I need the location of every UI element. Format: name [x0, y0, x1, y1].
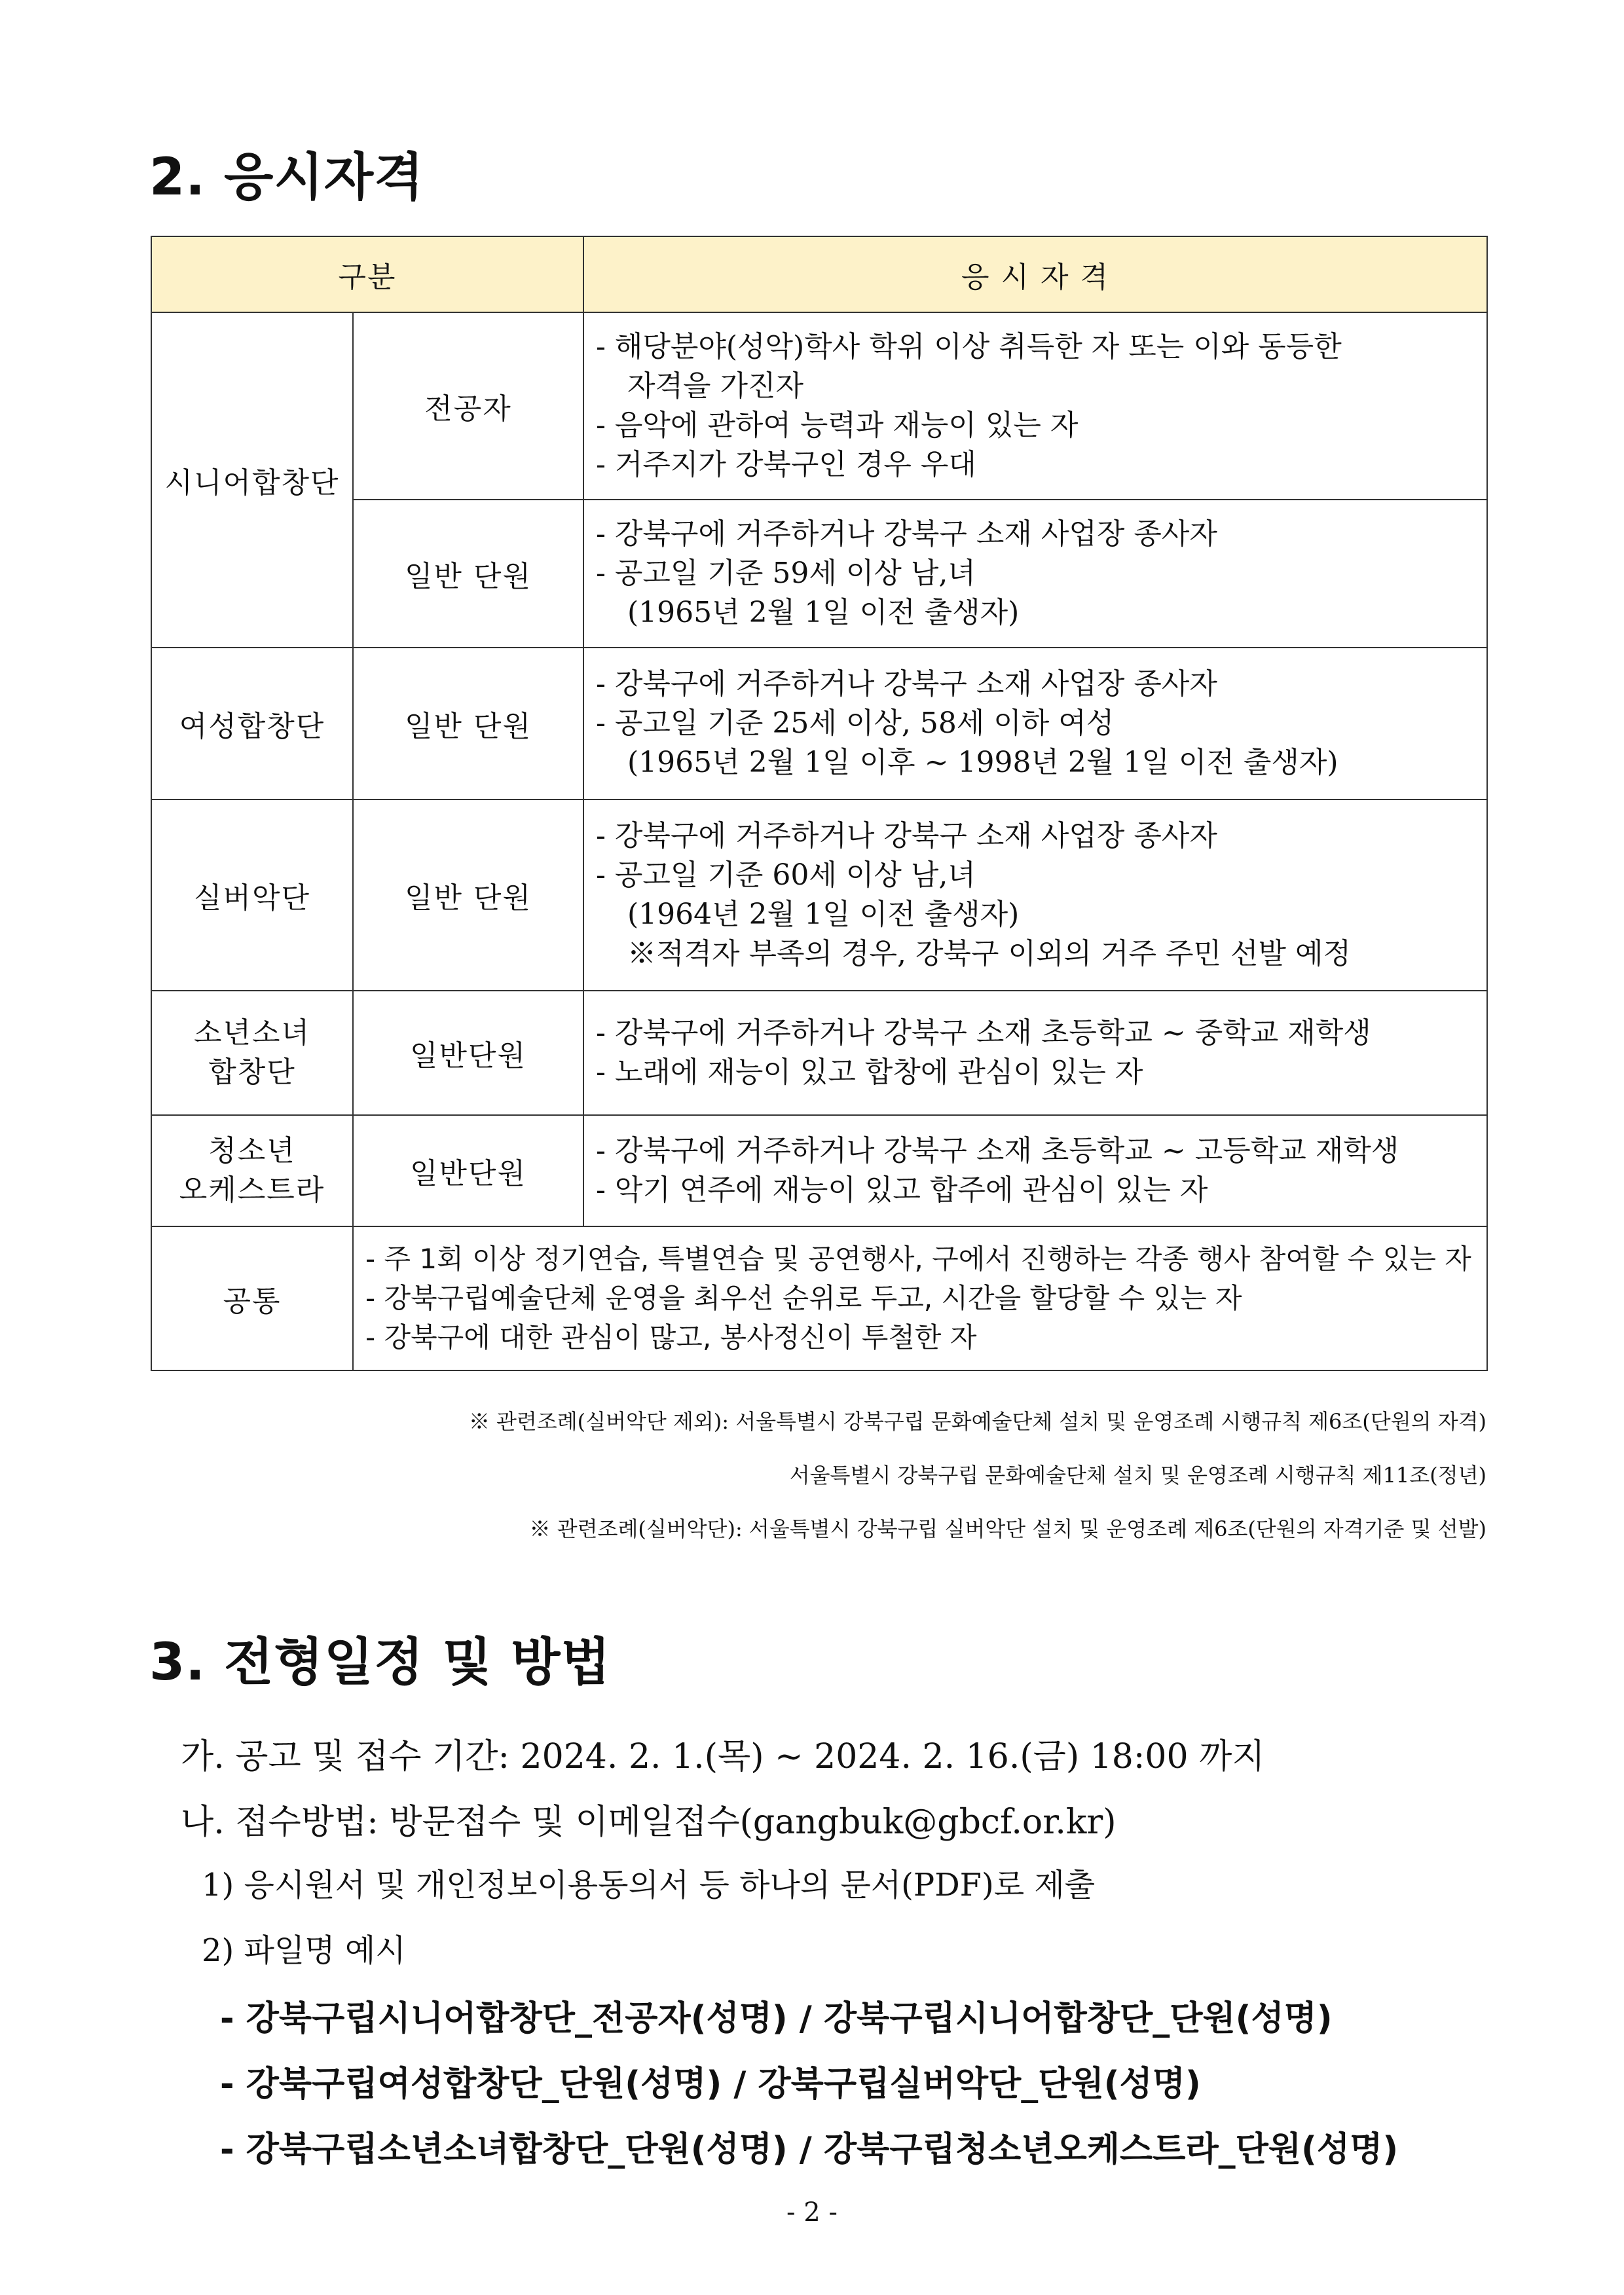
- table-row: [151, 1226, 1487, 1370]
- ordinance-note: ※ 관련조례(실버악단): 서울특별시 강북구립 실버악단 설치 및 운영조례 제6조(단원의 자격기준 및 선발): [529, 1516, 1486, 1541]
- page-number: - 2 -: [786, 2197, 838, 2228]
- filename-example: - 강북구립소년소녀합창단_단원(성명) / 강북구립청소년오케스트라_단원(성명): [220, 2130, 1399, 2169]
- qualification-line: 자격을 가진자: [627, 369, 804, 403]
- section-2-title: 2. 응시자격: [149, 148, 424, 207]
- table-row: [151, 799, 1487, 991]
- qualification-line: - 거주지가 강북구인 경우 우대: [596, 448, 976, 481]
- qualification-line: - 강북구에 거주하거나 강북구 소재 사업장 종사자: [596, 517, 1217, 551]
- qualification-youth-orchestra: [583, 1115, 1487, 1226]
- group-women-choir: 여성합창단: [151, 648, 353, 799]
- group-silver-band: 실버악단: [151, 799, 353, 991]
- filename-example: - 강북구립시니어합창단_전공자(성명) / 강북구립시니어합창단_단원(성명): [220, 1999, 1333, 2038]
- header-category: 구분: [151, 236, 583, 312]
- type-general: 일반단원: [353, 991, 583, 1115]
- qualification-line: - 강북구에 거주하거나 강북구 소재 사업장 종사자: [596, 667, 1217, 701]
- header-qualification: 응 시 자 격: [583, 236, 1487, 312]
- filename-example: - 강북구립여성합창단_단원(성명) / 강북구립실버악단_단원(성명): [220, 2065, 1201, 2104]
- qualification-line: - 강북구립예술단체 운영을 최우선 순위로 두고, 시간을 할당할 수 있는 자: [365, 1282, 1242, 1314]
- qualification-line: - 공고일 기준 60세 이상 남,녀: [596, 858, 976, 892]
- group-name-line: 청소년: [208, 1134, 296, 1167]
- group-name-line: 합창단: [208, 1056, 296, 1089]
- qualification-senior-major: [583, 312, 1487, 500]
- table-row: [151, 312, 1487, 500]
- qualification-youth-choir: [583, 991, 1487, 1115]
- qualification-line: - 노래에 재능이 있고 합창에 관심이 있는 자: [596, 1056, 1143, 1089]
- table-row: [151, 648, 1487, 799]
- group-common: 공통: [151, 1226, 353, 1370]
- submission-item-1: 1) 응시원서 및 개인정보이용동의서 등 하나의 문서(PDF)로 제출: [202, 1867, 1096, 1903]
- qualification-line: (1964년 2월 1일 이전 출생자): [627, 898, 1020, 931]
- submission-item-2: 2) 파일명 예시: [202, 1932, 406, 1969]
- qualification-silver-band: [583, 799, 1487, 991]
- qualification-line: - 강북구에 대한 관심이 많고, 봉사정신이 투철한 자: [365, 1321, 977, 1353]
- group-youth-choir: [151, 991, 353, 1115]
- qualification-line: (1965년 2월 1일 이후 ~ 1998년 2월 1일 이전 출생자): [627, 746, 1338, 779]
- qualification-line: - 강북구에 거주하거나 강북구 소재 초등학교 ~ 중학교 재학생: [596, 1016, 1371, 1050]
- section-3-title: 3. 전형일정 및 방법: [149, 1633, 611, 1692]
- application-period: 가. 공고 및 접수 기간: 2024. 2. 1.(목) ~ 2024. 2. 16.(금) 18:00 까지: [181, 1737, 1265, 1776]
- qualification-line: ※적격자 부족의 경우, 강북구 이외의 거주 주민 선발 예정: [627, 937, 1351, 970]
- group-youth-orchestra: [151, 1115, 353, 1226]
- qualification-table: [151, 236, 1488, 1371]
- qualification-common: [353, 1226, 1487, 1370]
- qualification-line: - 주 1회 이상 정기연습, 특별연습 및 공연행사, 구에서 진행하는 각종 행사 참여할 수 있는 자: [365, 1243, 1471, 1275]
- ordinance-note: ※ 관련조례(실버악단 제외): 서울특별시 강북구립 문화예술단체 설치 및 운영조례 시행규칙 제6조(단원의 자격): [468, 1409, 1486, 1434]
- qualification-line: (1965년 2월 1일 이전 출생자): [627, 596, 1020, 629]
- group-name-line: 소년소녀: [193, 1016, 310, 1050]
- type-general: 일반 단원: [353, 500, 583, 648]
- qualification-senior-general: [583, 500, 1487, 648]
- group-name-line: 오케스트라: [179, 1173, 325, 1207]
- table-row: [151, 991, 1487, 1115]
- qualification-line: - 악기 연주에 재능이 있고 합주에 관심이 있는 자: [596, 1173, 1208, 1207]
- ordinance-note: 서울특별시 강북구립 문화예술단체 설치 및 운영조례 시행규칙 제11조(정년): [789, 1463, 1486, 1488]
- group-senior-choir: 시니어합창단: [151, 312, 353, 648]
- type-general: 일반단원: [353, 1115, 583, 1226]
- qualification-women-choir: [583, 648, 1487, 799]
- qualification-line: - 공고일 기준 25세 이상, 58세 이하 여성: [596, 707, 1115, 740]
- qualification-line: - 음악에 관하여 능력과 재능이 있는 자: [596, 409, 1079, 442]
- qualification-line: - 강북구에 거주하거나 강북구 소재 초등학교 ~ 고등학교 재학생: [596, 1134, 1399, 1167]
- table-row: [151, 1115, 1487, 1226]
- type-general: 일반 단원: [353, 799, 583, 991]
- qualification-line: - 강북구에 거주하거나 강북구 소재 사업장 종사자: [596, 819, 1217, 853]
- table-header-row: [151, 236, 1487, 312]
- application-method: 나. 접수방법: 방문접수 및 이메일접수(gangbuk@gbcf.or.kr): [181, 1803, 1116, 1842]
- qualification-line: - 해당분야(성악)학사 학위 이상 취득한 자 또는 이와 동등한: [596, 330, 1342, 363]
- type-major: 전공자: [353, 312, 583, 500]
- type-general: 일반 단원: [353, 648, 583, 799]
- qualification-line: - 공고일 기준 59세 이상 남,녀: [596, 557, 976, 590]
